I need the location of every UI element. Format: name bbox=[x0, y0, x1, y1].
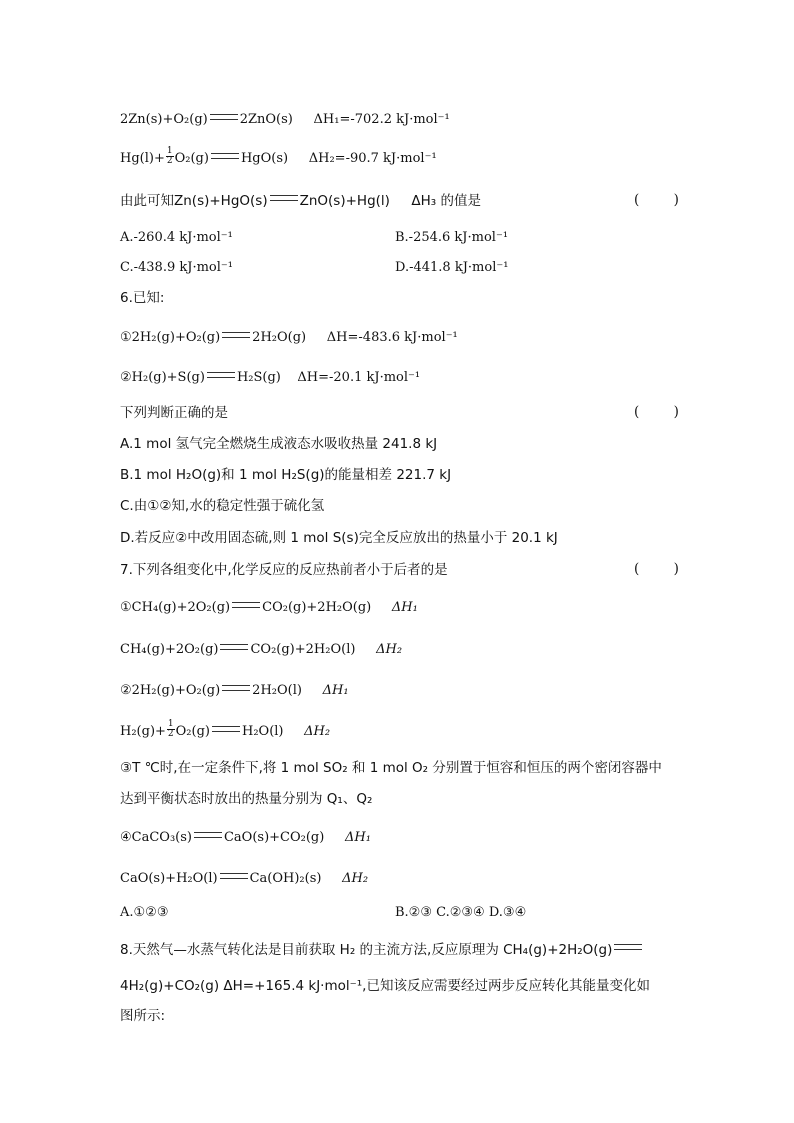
equals-sign bbox=[220, 873, 248, 879]
options-b-c-d: B.②③ C.②③④ D.③④ bbox=[395, 905, 527, 920]
answer-blank: ( ) bbox=[634, 192, 679, 208]
equals-sign bbox=[222, 685, 250, 691]
equals-sign bbox=[210, 114, 238, 120]
option-b: B.1 mol H₂O(g)和 1 mol H₂S(g)的能量相差 221.7 kJ bbox=[120, 467, 452, 483]
question-8-line-2: 4H₂(g)+CO₂(g) ΔH=+165.4 kJ·mol⁻¹,已知该反应需要经过两步反应转化其能量变化如 bbox=[120, 978, 650, 994]
option-d: D.若反应②中改用固态硫,则 1 mol S(s)完全反应放出的热量小于 20.1 kJ bbox=[120, 530, 558, 546]
equation-h2s-formation: ②H₂(g)+S(g) H₂S(g) ΔH=-20.1 kJ·mol⁻¹ bbox=[120, 370, 421, 385]
equation-2h2-combustion: ②2H₂(g)+O₂(g) 2H₂O(l) ΔH₁ bbox=[120, 683, 349, 698]
equals-sign bbox=[194, 832, 222, 838]
option-a: A.①②③ bbox=[120, 905, 169, 920]
equation-cao-hydration: CaO(s)+H₂O(l) Ca(OH)₂(s) ΔH₂ bbox=[120, 871, 369, 886]
equation-zn-oxidation: 2Zn(s)+O₂(g) 2ZnO(s) ΔH₁=-702.2 kJ·mol⁻¹ bbox=[120, 112, 450, 127]
option-c: C.由①②知,水的稳定性强于硫化氢 bbox=[120, 498, 325, 514]
option-b: B.-254.6 kJ·mol⁻¹ bbox=[395, 230, 509, 245]
equation-h2-half-o2: H₂(g)+ $\frac{1}{2}$ O₂(g) H₂O(l) ΔH₂ bbox=[120, 719, 331, 739]
item-3-line-1: ③T ℃时,在一定条件下,将 1 mol SO₂ 和 1 mol O₂ 分别置于恒容和恒压的两个密闭容器中 bbox=[120, 760, 662, 776]
equals-sign bbox=[220, 644, 248, 650]
equation-hg-oxidation: Hg(l)+ $\frac{1}{2}$ O₂(g) HgO(s) ΔH₂=-90.7 kJ·mol⁻¹ bbox=[120, 146, 437, 166]
equals-sign bbox=[270, 195, 298, 201]
equals-sign bbox=[222, 332, 250, 338]
fraction: $\frac{1}{2}$ bbox=[167, 719, 174, 739]
question-6-stem: 下列判断正确的是 bbox=[120, 405, 228, 421]
equals-sign bbox=[211, 153, 239, 159]
equals-sign bbox=[232, 602, 260, 608]
equation-caco3-decomposition: ④CaCO₃(s) CaO(s)+CO₂(g) ΔH₁ bbox=[120, 830, 371, 845]
option-a: A.-260.4 kJ·mol⁻¹ bbox=[120, 230, 233, 245]
equals-sign bbox=[212, 726, 240, 732]
fraction: $\frac{1}{2}$ bbox=[166, 146, 173, 166]
equation-ch4-gas-water: ①CH₄(g)+2O₂(g) CO₂(g)+2H₂O(g) ΔH₁ bbox=[120, 600, 418, 615]
option-a: A.1 mol 氢气完全燃烧生成液态水吸收热量 241.8 kJ bbox=[120, 436, 438, 452]
question-6-title: 6.已知: bbox=[120, 290, 165, 306]
question-8-line-1: 8.天然气—水蒸气转化法是目前获取 H₂ 的主流方法,反应原理为 CH₄(g)+2H₂O(g) bbox=[120, 941, 644, 959]
answer-blank: ( ) bbox=[634, 404, 679, 420]
answer-blank: ( ) bbox=[634, 561, 679, 577]
question-5-stem: 由此可知Zn(s)+HgO(s) ZnO(s)+Hg(l) ΔH₃ 的值是 bbox=[120, 193, 481, 209]
option-c: C.-438.9 kJ·mol⁻¹ bbox=[120, 260, 233, 275]
equals-sign bbox=[207, 372, 235, 378]
equals-sign bbox=[614, 944, 642, 950]
equation-h2-combustion: ①2H₂(g)+O₂(g) 2H₂O(g) ΔH=-483.6 kJ·mol⁻¹ bbox=[120, 330, 458, 345]
option-d: D.-441.8 kJ·mol⁻¹ bbox=[395, 260, 509, 275]
equation-ch4-liquid-water: CH₄(g)+2O₂(g) CO₂(g)+2H₂O(l) ΔH₂ bbox=[120, 642, 403, 657]
question-7-stem: 7.下列各组变化中,化学反应的反应热前者小于后者的是 bbox=[120, 562, 448, 578]
question-8-line-3: 图所示: bbox=[120, 1008, 166, 1024]
item-3-line-2: 达到平衡状态时放出的热量分别为 Q₁、Q₂ bbox=[120, 791, 373, 807]
